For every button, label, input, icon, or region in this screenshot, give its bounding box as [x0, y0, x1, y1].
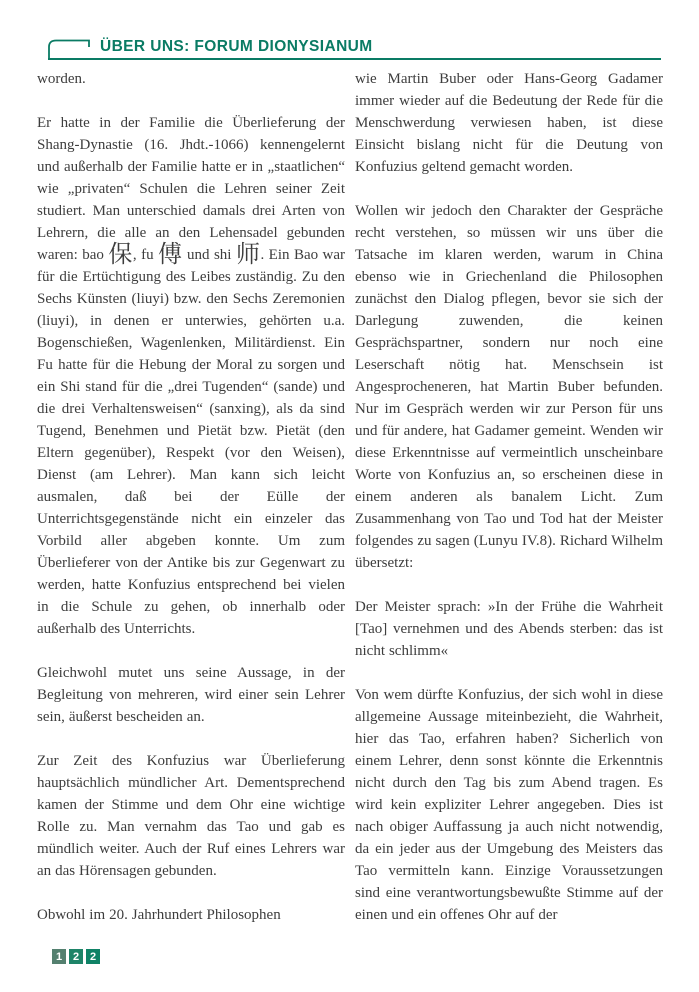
page-number-digit: 2 [69, 949, 83, 964]
cjk-char-bao: 保 [108, 242, 133, 268]
cjk-char-fu: 傅 [158, 242, 183, 268]
paragraph-text: Er hatte in der Familie die Überlieferung der Shang-Dynastie (16. Jhdt.-1066) kennengelernt und außerhalb der Familie hatte er in „staatlichen“ wie „privaten“ Schulen die Lehren seiner Zeit studiert. Man unterschied damals drei Arten von Lehrern, die alle an den Lehensadel gebunden waren: bao [37, 115, 345, 263]
section-title: ÜBER UNS: FORUM DIONYSIANUM [100, 38, 373, 55]
page-number-digit: 2 [86, 949, 100, 964]
paragraph: Von wem dürfte Konfuzius, der sich wohl in diese allgemeine Aussage miteinbezieht, die Wahrheit, hier das Tao, erfahren haben? Sicherlich von einem Lehrer, denn sonst könnte die Erkenntnis nicht durch den Tag bis zum Abend tragen. Es wird kein expliziter Lehrer angegeben. Dies ist nach obiger Auffassung ja auch nicht notwendig, da ein jeder aus der Umgebung des Meisters das Tao vermitteln kann. Einzige Voraussetzungen sind eine verantwortungsbewußte Stimme auf der einen und ein offenes Ohr auf der [355, 687, 663, 923]
article-body [37, 68, 663, 926]
paragraph-text: . Ein Bao war für die Ertüchtigung des Leibes zuständig. Zu den Sechs Künsten (liuyi) bzw. den Sechs Zeremonien (liuyi), in denen er unterwies, gehörten u.a. Bogenschießen, Wagenlenken, Militärdienst. Ein Fu hatte für die Hebung der Moral zu sorgen und ein Shi stand für die „drei Tugenden“ (sande) und die drei Verhaltensweisen“ (sanxing), als da sind Tugend, Benehmen und Pietät bzw. Pietät (den Eltern gegenüber), Respekt (vor den Weisen), Dienst (am Lehrer). Man kann sich leicht ausmalen, daß bei der Eülle der Unterrichtsgegenstände nicht ein einzeler das Vorbild aller abgeben konnte. Um zum Überlieferer von der Antike bis zur Gegenwart zu werden, hatte Konfuzius entsprechend bei vielen in die Schule zu gehen, ob innerhalb oder außerhalb des Unterrichts. [37, 247, 346, 637]
right-column [355, 68, 663, 926]
paragraph: Wollen wir jedoch den Charakter der Gespräche recht verstehen, so müssen wir uns über die Tatsache im klaren werden, warum in China ebenso wie in Griechenland die Philosophen zunächst den Dialog pflegen, bevor sie sich der Darlegung zuwenden, die keinen Gesprächspartner, sondern nur noch eine Leserschaft nötig hat. Menschsein ist Angesprocheneren, hat Martin Buber befunden. Nur im Gespräch werden wir zur Person für uns und für andere, hat Gadamer gemeint. Wenden wir diese Erkenntnisse auf vermeintlich unscheinbare Worte von Konfuzius an, so erscheinen diese in einem anderen als banalem Licht. Zum Zusammenhang von Tao und Tod hat der Meister folgendes zu sagen (Lunyu IV.8). Richard Wilhelm übersetzt: [355, 203, 663, 571]
paragraph: worden. [37, 71, 86, 87]
left-column [37, 68, 345, 926]
paragraph [37, 112, 345, 640]
page-number [52, 949, 100, 964]
section-header [48, 34, 661, 60]
paragraph: wie Martin Buber oder Hans-Georg Gadamer immer wieder auf die Bedeutung der Rede für die Menschwerdung verwiesen haben, ist diese Einsicht bislang nicht für die Deutung von Konfuzius geltend gemacht worden. [355, 71, 663, 175]
paragraph-text: und shi [182, 247, 236, 263]
paragraph: Obwohl im 20. Jahrhundert Philosophen [37, 907, 281, 923]
cjk-char-shi: 师 [235, 242, 261, 268]
page-number-digit: 1 [52, 949, 66, 964]
paragraph-text: , fu [132, 247, 159, 263]
paragraph: Der Meister sprach: »In der Frühe die Wahrheit [Tao] vernehmen und des Abends sterben: das ist nicht schlimm« [355, 599, 663, 659]
section-tab-icon [48, 39, 90, 60]
paragraph: Gleichwohl mutet uns seine Aussage, in der Begleitung von mehreren, wird einer sein Lehrer sein, äußerst bescheiden an. [37, 665, 345, 725]
paragraph: Zur Zeit des Konfuzius war Überlieferung hauptsächlich mündlicher Art. Dementsprechend kamen der Stimme und dem Ohr eine wichtige Rolle zu. Man vernahm das Tao und gab es mündlich weiter. Auch der Ruf eines Lehrers war an das Hörensagen gebunden. [37, 753, 345, 879]
